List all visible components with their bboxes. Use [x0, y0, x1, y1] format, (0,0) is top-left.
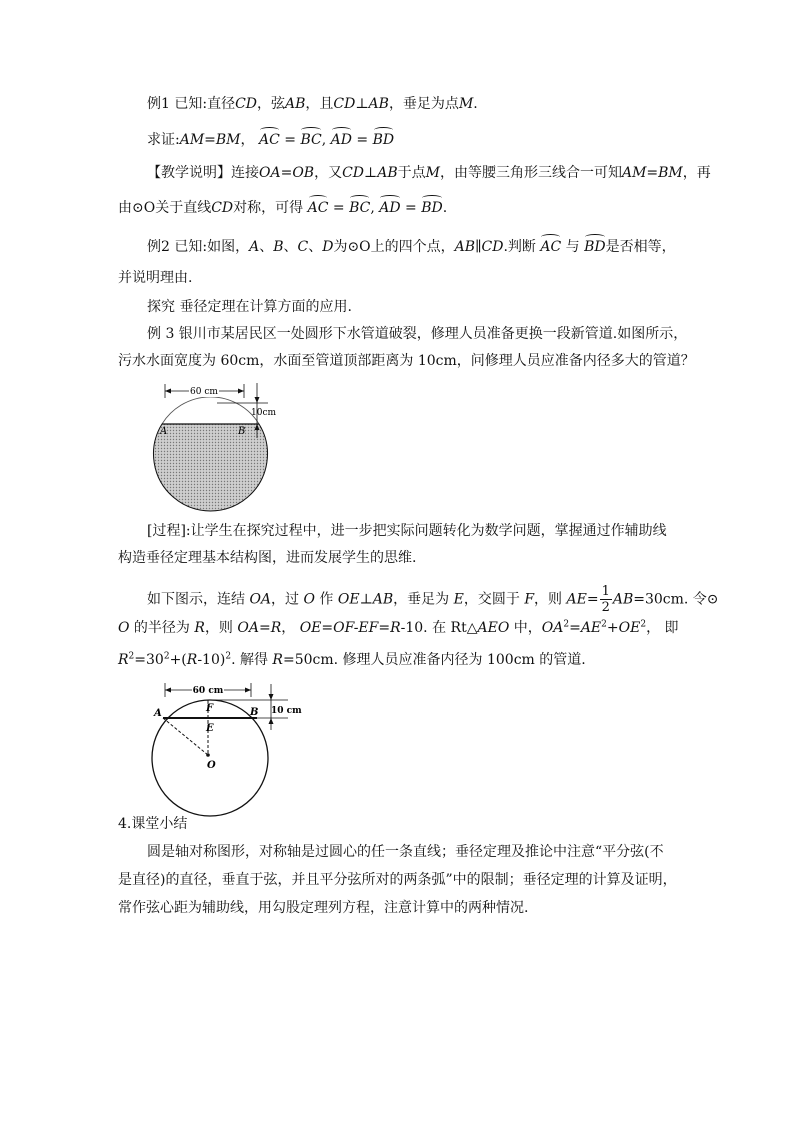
- arrow-right-icon: [245, 688, 251, 693]
- text: 与: [561, 239, 585, 255]
- text: ⊥: [355, 96, 369, 112]
- text: +(: [169, 652, 187, 668]
- text: 中，: [509, 620, 542, 636]
- text: 于点: [397, 165, 426, 181]
- height-label: 10cm: [251, 408, 277, 418]
- text: M: [458, 96, 474, 112]
- text: . 解得: [231, 652, 273, 668]
- arrow-left-icon: [165, 389, 171, 394]
- text: ，则: [204, 620, 238, 636]
- text: ，: [281, 620, 300, 636]
- arc-text: AC: [540, 239, 562, 255]
- explore-heading: 探究 垂径定理在计算方面的应用.: [147, 299, 352, 315]
- width-label: 60 cm: [192, 686, 224, 696]
- arc-text: AC: [307, 200, 329, 216]
- text: ，由等腰三角形三线合一可知: [439, 165, 622, 181]
- text: ，过: [271, 591, 304, 608]
- text: D: [322, 239, 334, 255]
- text: A: [249, 239, 260, 255]
- example1-line2: [147, 130, 394, 150]
- text: AB: [285, 96, 306, 112]
- segment-oa: [163, 718, 208, 755]
- example1-line1: [147, 94, 478, 114]
- text: 为⊙O上的四个点，: [333, 239, 455, 255]
- text: E: [453, 591, 464, 608]
- text: =50cm. 修理人员应准备内径为 100cm 的管道.: [282, 652, 586, 668]
- text: ，再: [682, 165, 711, 181]
- text: R: [272, 652, 283, 668]
- arc-text: AC: [258, 132, 280, 148]
- text: +: [606, 620, 619, 636]
- point-a-label: A: [154, 708, 162, 719]
- height-label: 10 cm: [271, 706, 302, 716]
- text: 、: [308, 239, 323, 255]
- text: .判断: [503, 239, 541, 255]
- example2-line1: [147, 237, 676, 257]
- arrow-down-icon: [269, 694, 274, 700]
- text: C: [297, 239, 309, 255]
- text: OA=OB: [259, 165, 315, 181]
- text: F: [524, 591, 535, 608]
- arc-text: BC: [300, 132, 322, 148]
- text: ，弦: [257, 96, 286, 112]
- text: OA=R: [237, 620, 282, 636]
- text: CD: [235, 96, 258, 112]
- text: AM=BM: [179, 132, 241, 148]
- process-line2: 构造垂径定理基本结构图，进而发展学生的思维.: [118, 550, 417, 566]
- text: CD: [211, 200, 234, 216]
- text: 的半径为: [129, 620, 195, 636]
- solution-line1: [147, 584, 719, 615]
- example3-line1: 例 3 银川市某居民区一处圆形下水管道破裂，修理人员准备更换一段新管道.如图所示，: [147, 326, 688, 342]
- summary-line3: 常作弦心距为辅助线，用勾股定理列方程，注意计算中的两种情况.: [118, 900, 529, 916]
- water-region: [154, 424, 268, 511]
- superscript: 2: [163, 651, 170, 662]
- text: 、: [259, 239, 274, 255]
- text: 【教学说明】连接: [147, 165, 259, 181]
- text: OA: [249, 591, 272, 608]
- text: -10): [197, 652, 226, 668]
- text: ⊥: [364, 165, 378, 181]
- text: O: [303, 591, 315, 608]
- arrow-right-icon: [238, 389, 244, 394]
- text: =: [351, 132, 373, 148]
- summary-heading: 4.课堂小结: [118, 816, 188, 832]
- text: ， 即: [646, 620, 679, 636]
- superscript: 2: [128, 651, 135, 662]
- arrow-left-icon: [165, 688, 171, 693]
- superscript: 2: [601, 619, 607, 630]
- solution-line3: [118, 650, 586, 670]
- text: OA: [541, 620, 564, 636]
- text: ，垂足为: [393, 591, 454, 608]
- superscript: 2: [563, 619, 570, 630]
- text: CD: [481, 239, 504, 255]
- point-e-label: E: [206, 723, 214, 734]
- arc-text: BD: [421, 200, 443, 216]
- text: CD: [342, 165, 365, 181]
- superscript: 2: [225, 651, 232, 662]
- text: ∥: [475, 239, 482, 255]
- text: ，且: [305, 96, 334, 112]
- text: AM=BM: [621, 165, 683, 181]
- text: AE: [566, 591, 587, 608]
- text: R: [186, 652, 198, 668]
- text: 、: [283, 239, 298, 255]
- text: ，则: [534, 591, 567, 608]
- text: AB: [377, 165, 398, 181]
- text: ，: [240, 132, 255, 148]
- text: 是否相等，: [605, 239, 676, 255]
- pipe-figure-2: [148, 680, 302, 812]
- text: ⊥: [359, 591, 373, 608]
- numerator: 1: [601, 584, 610, 599]
- arc-text: AD: [379, 200, 401, 216]
- text: ,: [370, 200, 380, 216]
- pipe-top-arc: [162, 397, 259, 424]
- arc-text: BC: [349, 200, 371, 216]
- text: M: [425, 165, 440, 181]
- arrow-down-icon: [255, 397, 260, 403]
- text: =: [328, 200, 350, 216]
- text: AB: [454, 239, 476, 255]
- text: ，交圆于: [463, 591, 525, 608]
- text: AE: [580, 620, 602, 636]
- width-label: 60 cm: [190, 387, 218, 397]
- text: CD: [333, 96, 356, 112]
- text: R: [194, 620, 205, 636]
- text: -10. 在 Rt△: [400, 620, 478, 636]
- fraction-one-half: [600, 584, 612, 615]
- point-b-label: B: [250, 707, 259, 718]
- text: .: [442, 200, 448, 216]
- example2-line2: 并说明理由.: [118, 270, 193, 286]
- text: AEO: [477, 620, 510, 636]
- text: ,: [321, 132, 331, 148]
- text: OE: [618, 620, 641, 636]
- arc-text: BD: [372, 132, 395, 148]
- example3-line2: 污水水面宽度为 60cm，水面至管道顶部距离为 10cm，问修理人员应准备内径多大的管道？: [118, 353, 695, 369]
- text: =: [279, 132, 301, 148]
- center-point: [206, 753, 210, 757]
- text: B: [273, 239, 284, 255]
- text: AB: [612, 591, 634, 608]
- point-b-label: B: [238, 426, 246, 437]
- text: OE: [337, 591, 360, 608]
- text: =30: [134, 652, 164, 668]
- text: O: [118, 620, 130, 636]
- text: =: [400, 200, 422, 216]
- explanation-line2: [118, 198, 447, 218]
- text: ，又: [314, 165, 343, 181]
- text: =30cm. 令⊙: [633, 591, 719, 608]
- text: 例1 已知:直径: [147, 96, 236, 112]
- text: R: [118, 652, 129, 668]
- text: AB: [372, 591, 394, 608]
- summary-line2: 是直径)的直径，垂直于弦，并且平分弦所对的两条弧”中的限制；垂径定理的计算及证明，: [118, 872, 677, 888]
- text: .: [473, 96, 478, 112]
- text: 求证:: [147, 132, 180, 148]
- text: =: [586, 591, 599, 608]
- process-line1: [过程]:让学生在探究过程中，进一步把实际问题转化为数学问题，掌握通过作辅助线: [147, 523, 667, 539]
- arc-text: AD: [330, 132, 352, 148]
- text: 例2 已知:如图，: [147, 239, 250, 255]
- point-f-label: F: [206, 703, 214, 714]
- point-a-label: A: [160, 426, 168, 437]
- text: 对称，可得: [233, 200, 308, 216]
- text: OE=OF-EF=R: [299, 620, 401, 636]
- text: 作: [314, 591, 338, 608]
- explanation-line1: [147, 163, 711, 183]
- summary-line1: 圆是轴对称图形，对称轴是过圆心的任一条直线；垂径定理及推论中注意“平分弦(不: [147, 844, 664, 860]
- text: =: [569, 620, 581, 636]
- text: 如下图示，连结: [147, 591, 250, 608]
- text: AB: [368, 96, 389, 112]
- text: 由⊙O关于直线: [118, 200, 212, 216]
- solution-line2: [118, 618, 679, 638]
- point-o-label: O: [207, 760, 216, 771]
- arc-text: BD: [584, 239, 606, 255]
- pipe-figure-1: [145, 378, 285, 503]
- arrow-up-icon: [269, 718, 274, 724]
- text: ，垂足为点: [388, 96, 459, 112]
- superscript: 2: [640, 619, 647, 630]
- denominator: 2: [601, 600, 610, 615]
